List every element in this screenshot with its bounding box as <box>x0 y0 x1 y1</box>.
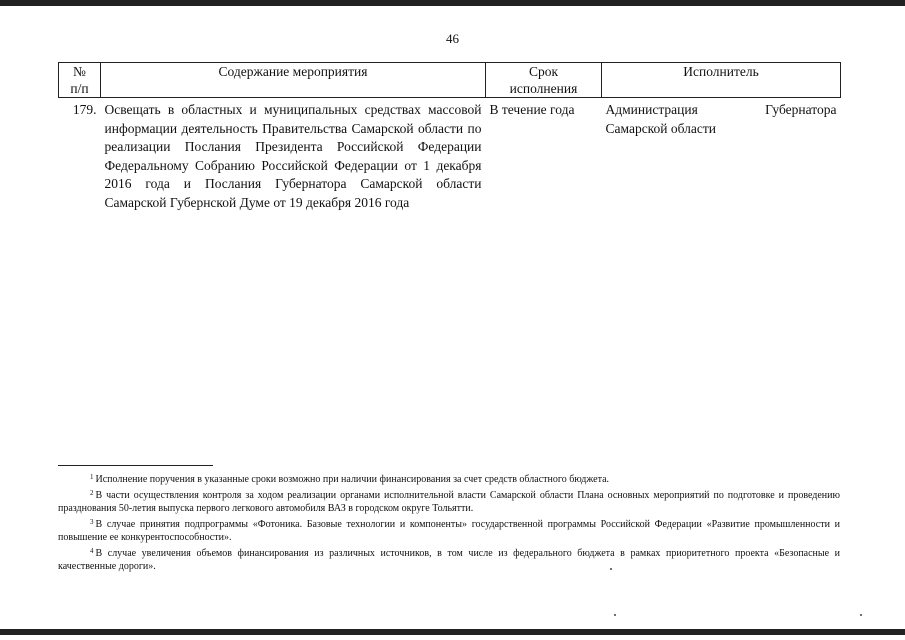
row-deadline: В течение года <box>489 102 575 117</box>
footnote-separator <box>58 465 213 466</box>
table-row <box>59 98 841 213</box>
footnote-text: В случае увеличения объемов финансирования из различных источников, в том числе из федерального бюджета в рамках приоритетного проекта «Безопасные и качественные дороги». <box>58 548 840 572</box>
header-number-line1: № <box>73 64 86 79</box>
header-executor: Исполнитель <box>602 63 841 98</box>
header-number-line2: п/п <box>70 81 89 96</box>
footnote-mark: 3 <box>90 518 94 526</box>
row-number: 179. <box>72 102 97 117</box>
footnote-mark: 4 <box>90 547 94 555</box>
scan-speck <box>610 568 612 570</box>
header-deadline-line1: Срок <box>528 64 559 79</box>
footnote-3 <box>58 516 840 544</box>
row-executor: Администрация Губернатора Самарской области <box>605 102 837 136</box>
footnote-2 <box>58 487 840 515</box>
footnote-mark: 1 <box>90 473 94 481</box>
top-scan-border <box>0 0 905 6</box>
footnote-text: Исполнение поручения в указанные сроки возможно при наличии финансирования за счет средств областного бюджета. <box>95 474 610 485</box>
footnote-4 <box>58 545 840 573</box>
header-content: Содержание мероприятия <box>101 63 486 98</box>
header-deadline-line2: исполнения <box>509 81 578 96</box>
header-number <box>59 63 101 98</box>
bottom-scan-border <box>0 629 905 635</box>
footnote-mark: 2 <box>90 489 94 497</box>
footnote-text: В случае принятия подпрограммы «Фотоника. Базовые технологии и компоненты» государственной программы Российской Федерации «Развитие промышленности и повышение ее конкурентоспособности». <box>58 519 840 543</box>
page-number: 46 <box>446 31 459 46</box>
scan-speck <box>614 614 616 616</box>
footnote-1 <box>58 471 840 486</box>
footnote-text: В части осуществления контроля за ходом реализации органами исполнительной власти Самарской области Плана основных мероприятий по подготовке и проведению празднования 50-летия выпуска первого легкового автомобиля ВАЗ в городском округе Тольятти. <box>58 490 840 514</box>
table-header-row <box>59 63 841 98</box>
activities-table <box>58 62 841 213</box>
footnotes <box>58 471 840 574</box>
row-content: Освещать в областных и муниципальных средствах массовой информации деятельность Правительства Самарской области по реализации Послания Президента Российской Федерации Федеральному Собранию Российской Федерации от 1 декабря 2016 года и Послания Губернатора Самарской области Самарской Губернской Думе от 19 декабря 2016 года <box>104 102 482 210</box>
scan-speck <box>860 614 862 616</box>
header-deadline <box>486 63 602 98</box>
